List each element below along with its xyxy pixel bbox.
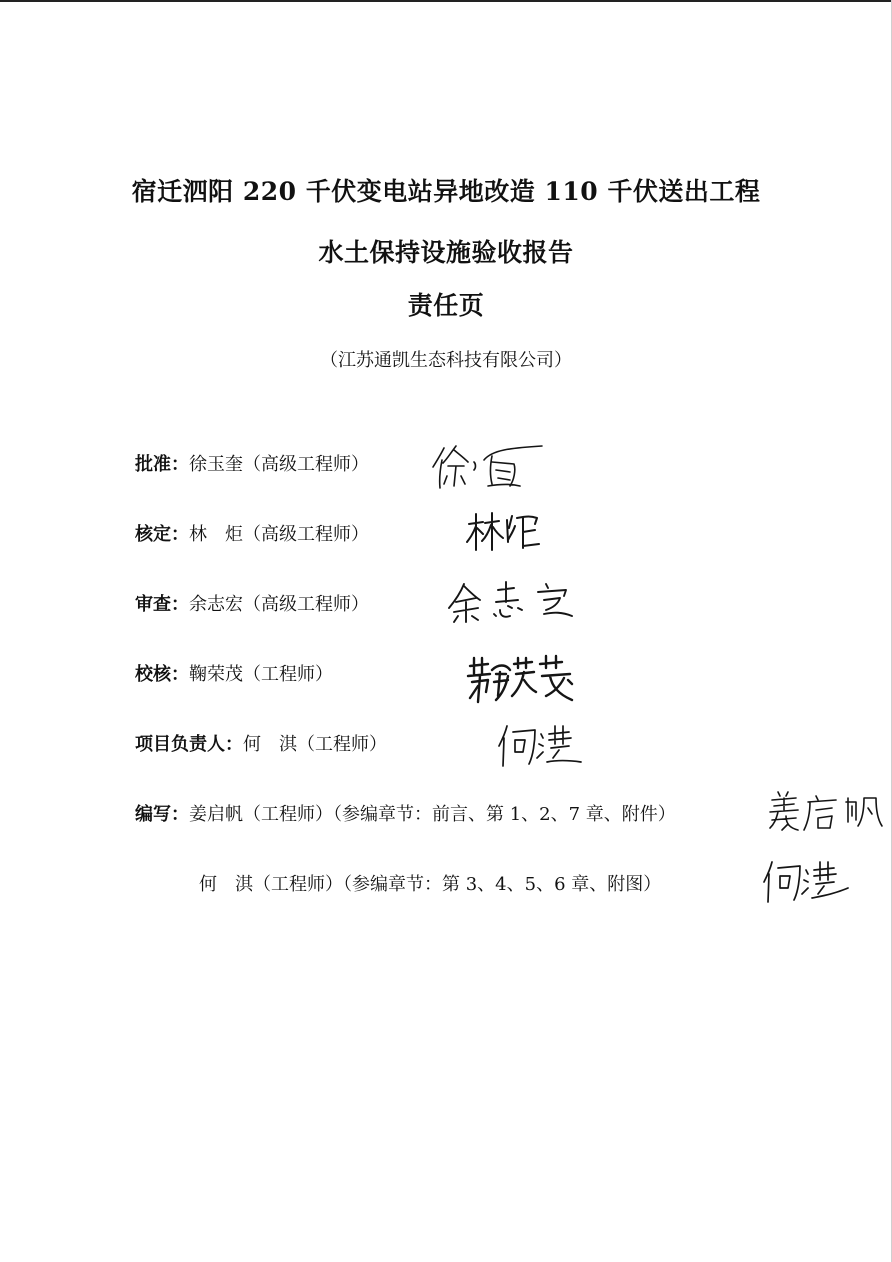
writer-row-1 <box>135 803 676 827</box>
approval-person: 徐玉奎（高级工程师） <box>189 454 369 475</box>
project-manager-signature <box>497 722 583 770</box>
review-role-label: 审查： <box>135 594 189 615</box>
writer-row-2 <box>199 873 661 897</box>
writer-2-person: 何 淇（工程师）（参编章节：第 3、4、5、6 章、附图） <box>199 874 662 895</box>
review-person: 余志宏（高级工程师） <box>189 594 369 615</box>
document-title-line2: 水土保持设施验收报告 <box>318 238 574 267</box>
check-row <box>135 663 333 687</box>
writer-1-person: 姜启帆（工程师）（参编章节：前言、第 1、2、7 章、附件） <box>189 804 676 825</box>
approval-signature <box>430 440 550 492</box>
document-title-line1: 宿迁泗阳 220 千伏变电站异地改造 110 千伏送出工程 <box>131 177 761 206</box>
verification-signature <box>465 510 545 554</box>
document-title-line3: 责任页 <box>407 291 485 320</box>
check-signature <box>466 652 582 706</box>
writer-role-label: 编写： <box>135 804 189 825</box>
review-signature <box>448 580 582 626</box>
verification-person: 林 炬（高级工程师） <box>189 524 369 545</box>
project-manager-person: 何 淇（工程师） <box>243 734 387 755</box>
top-border-line <box>0 0 892 2</box>
check-person: 鞠荣茂（工程师） <box>189 664 333 685</box>
project-manager-row <box>135 733 387 757</box>
project-manager-role-label: 项目负责人： <box>135 734 243 755</box>
approval-row <box>135 453 369 477</box>
verification-role-label: 核定： <box>135 524 189 545</box>
company-name: （江苏通凯生态科技有限公司） <box>320 350 572 371</box>
writer-1-signature <box>768 790 886 836</box>
writer-2-signature <box>762 858 850 906</box>
verification-row <box>135 523 369 547</box>
review-row <box>135 593 369 617</box>
check-role-label: 校核： <box>135 664 189 685</box>
approval-role-label: 批准： <box>135 454 189 475</box>
